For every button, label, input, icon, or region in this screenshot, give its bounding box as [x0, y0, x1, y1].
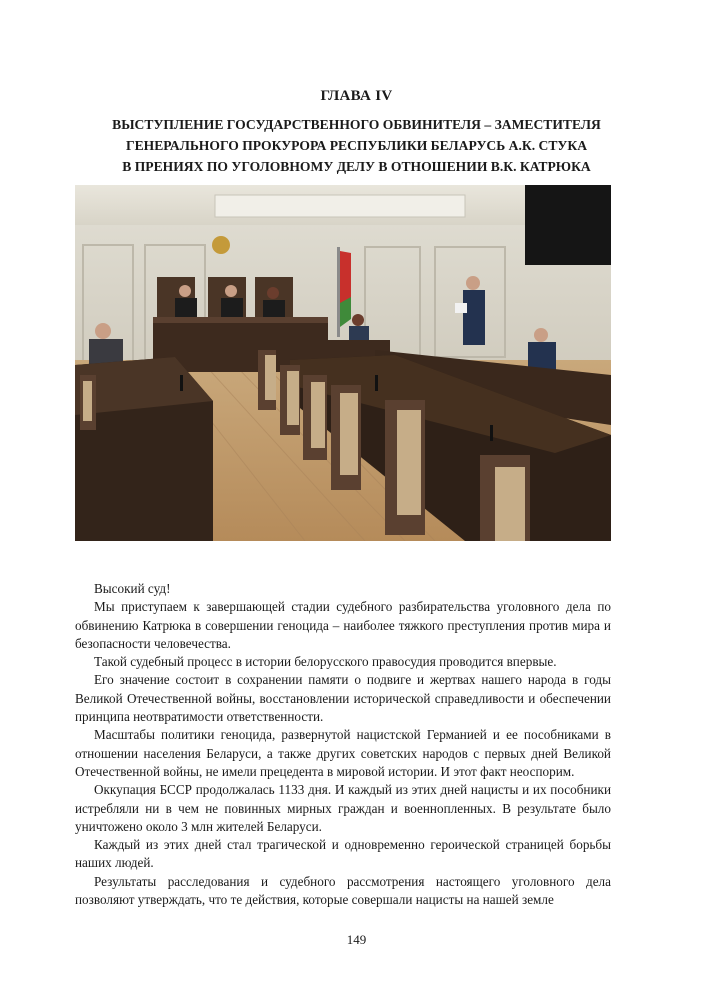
title-line: ВЫСТУПЛЕНИЕ ГОСУДАРСТВЕННОГО ОБВИНИТЕЛЯ – ЗАМЕСТИТЕЛЯ	[112, 117, 601, 132]
page-number: 149	[346, 932, 367, 947]
paragraph: Мы приступаем к завершающей стадии судебного разбирательства уголовного дела по обвинению Катрюка в совершении геноцида – наиболее тяжкого преступления против мира и безопасности человечества.	[75, 599, 611, 651]
paragraph: Высокий суд!	[94, 581, 171, 596]
paragraph: Каждый из этих дней стал трагической и одновременно героической страницей борьбы наших людей.	[75, 837, 611, 871]
paragraph: Оккупация БССР продолжалась 1133 дня. И каждый из этих дней нацисты и их пособники истребляли ни в чем не повинных мирных граждан и военнопленных. В результате было уничтожено около 3 млн жителей Беларуси.	[75, 782, 611, 834]
courtroom-photo	[75, 185, 611, 541]
chapter-title	[70, 114, 643, 177]
paragraph: Его значение состоит в сохранении памяти о подвиге и жертвах нашего народа в годы Великой Отечественной войны, восстановлении исторической справедливости и обеспечении принципа неотвратимости ответственности.	[75, 672, 611, 725]
paragraph: Результаты расследования и судебного рассмотрения настоящего уголовного дела позволяют утверждать, что те действия, которые совершали нацисты на нашей земле	[75, 873, 611, 908]
paragraph: Масштабы политики геноцида, развернутой нацистской Германией и ее пособниками в отношении населения Беларуси, а также других советских народов с первых дней Великой Отечественной войны, не имели прецедента в мировой истории. И этот факт неоспорим.	[75, 727, 611, 779]
paragraph: Такой судебный процесс в истории белорусского правосудия проводится впервые.	[94, 654, 557, 670]
title-line: ГЕНЕРАЛЬНОГО ПРОКУРОРА РЕСПУБЛИКИ БЕЛАРУСЬ А.К. СТУКА	[125, 138, 588, 153]
title-line: В ПРЕНИЯХ ПО УГОЛОВНОМУ ДЕЛУ В ОТНОШЕНИИ В.К. КАТРЮКА	[122, 159, 591, 174]
chapter-heading: ГЛАВА IV	[320, 88, 393, 104]
body-text	[75, 580, 611, 909]
